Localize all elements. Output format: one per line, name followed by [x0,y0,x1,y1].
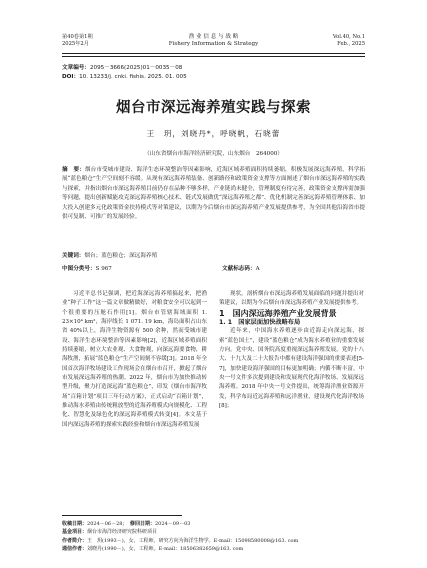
footnotes [62,520,298,554]
volume-issue-cn: 第40卷第1期 [62,34,93,40]
journal-title-en: Fishery Information & Strategy [168,41,259,47]
keywords-label: 关键词： [62,253,85,259]
first-author-line: 作者简介：王 玥(1993－)，女，工程师，研究方向为海洋生物学。E-mail：15098580008@163. com [62,537,299,544]
journal-volume-en [333,34,365,48]
subsection-heading: 1. 1 国家层面加快战略布局 [219,319,301,327]
doi: DOI：10. 13233/j. cnki. fishis. 2025. 01. 005 [62,74,187,80]
body-paragraph: 习近平总书记强调，把近海深远海养殖搞起来，把渔业“种子工作”这一篇文章做精做好，对粮食安全可以起到一个很重要的压舱石作用[1]。烟台市管辖海域面积 1. 23×10⁴ km²，海岸线长 1 071. 19 km，海岛面积占山东省 40%以上，海洋生物资源有 500 余种，然而受城市建设、海洋生态环境整治等因素影响[2]，近海区域养殖面积持续萎缩，树立大农业观、大食物观，向深远海要食物，耕海牧渔，拓展“蓝色粮仓”生产空间刻不容缓[3]。2018 年全国首次海洋牧场建设工作现场会在烟台市召开，掀起了烟台市发展深远海养殖的热潮。2022 年，烟台市为加快推动转型升级，聚力打造深远海“蓝色粮仓”，印发《烟台市海洋牧场“百箱计划”项目三年行动方案》，正式启动“百箱计划”，推动海水养殖由传统粗放型的近海养殖模式向规模化、工程化、智慧化及绿色化的深远海养殖模式转变[4]。本文基于国内深远海养殖的探索实践经验和烟台市深远海养殖发展 [62,291,207,428]
article-meta [62,64,187,82]
abstract [62,166,365,222]
dates-line: 收稿日期：2024－06－28； 修回日期：2024－09－03 [62,521,191,527]
journal-title-cn: 渔 业 信 息 与 战 略 [188,34,239,40]
abstract-text: 烟台市受城市建设、海洋生态环境整治等因素影响，近海区域养殖面积持续萎缩，积极发展深远海养殖，科学拓展“蓝色粮仓”生产空间刻不容缓。从现有深远海养殖装备、创新路径和政策资金支撑等方面阐述了烟台市深远海养殖的实践与探索，并指出烟台市深远海养殖目前仍存在品种不够多样，产业链尚未健全，管理制度有待完善，政策资金支撑再需加强等问题，提出创新赋能攻克深远海养殖核心技术、链式发展做优“深远海养殖之都”、优化机制完善深远海养殖管理体系、加大投入创建多元化政策资金扶持模式等对策建议，以期为今后烟台市深远海养殖产业发展提供参考，为全国其他沿海省市提供可复制、可推广的发展经验。 [62,167,365,221]
body-column-right [219,290,364,411]
keywords [62,252,157,261]
header-rule-thin [62,56,365,57]
clc-code: 中图分类号：S 967 [62,266,112,272]
author-list: 王 玥，刘晓丹*，呼晓帆，石晓蕾 [146,129,281,138]
date-en: Feb., 2025 [337,41,365,47]
classification [62,265,365,274]
section-heading: 1 国内深远海养殖产业发展背景 [219,308,337,318]
body-paragraph: 近年来，中国海水养殖逐步由近海走向深远海，探索“蓝色国土”，建设“蓝色粮仓”成为海水养殖业的重要发展方向。党中央、国务院高度重视深远海养殖发展，党的十八大、十九大及二十大报告中都有建设海洋强国的重要表述[5-7]，加快建设海洋强国的目标更加明确；内循不断丰富。中央一号文件多次提到建设和发展现代化海洋牧场、发展深远海养殖。2018 年中央一号文件提出，统筹海洋渔业资源开发，科学布局近远海养殖和远洋渔业，建设现代化海洋牧场[8]； [219,328,365,410]
volume-issue-en: Vol.40, No.1 [332,34,365,40]
doc-code: 文献标志码：A [222,266,260,272]
header-rule-thick [62,53,365,54]
keywords-text: 烟台；蓝色粮仓；深远海养殖 [84,253,158,259]
abstract-label: 摘 要： [62,167,85,173]
body-paragraph: 现状，剖析烟台市深远海养殖发展面临的问题并提出对策建议，以期为今后烟台市深远海养殖产业发展提供参考。 [219,291,364,307]
funding-line: 基金项目：烟台市海洋经济研究院科研项目 [62,529,158,536]
corresponding-author-line: 通信作者：刘晓丹(1990－)，女，工程师。E-mail：18506382659@163. com [62,546,244,553]
body-column-left [62,290,207,430]
paper-title: 烟台市深远海养殖实践与探索 [116,100,311,116]
footnote-rule [62,515,182,516]
date-cn: 2025年2月 [62,41,89,47]
journal-title [62,34,365,48]
article-number: 文章编号：2095－3666(2025)01－0035－08 [62,65,183,71]
affiliation: （山东省烟台市海洋经济研究院，山东烟台 264000） [144,151,283,157]
